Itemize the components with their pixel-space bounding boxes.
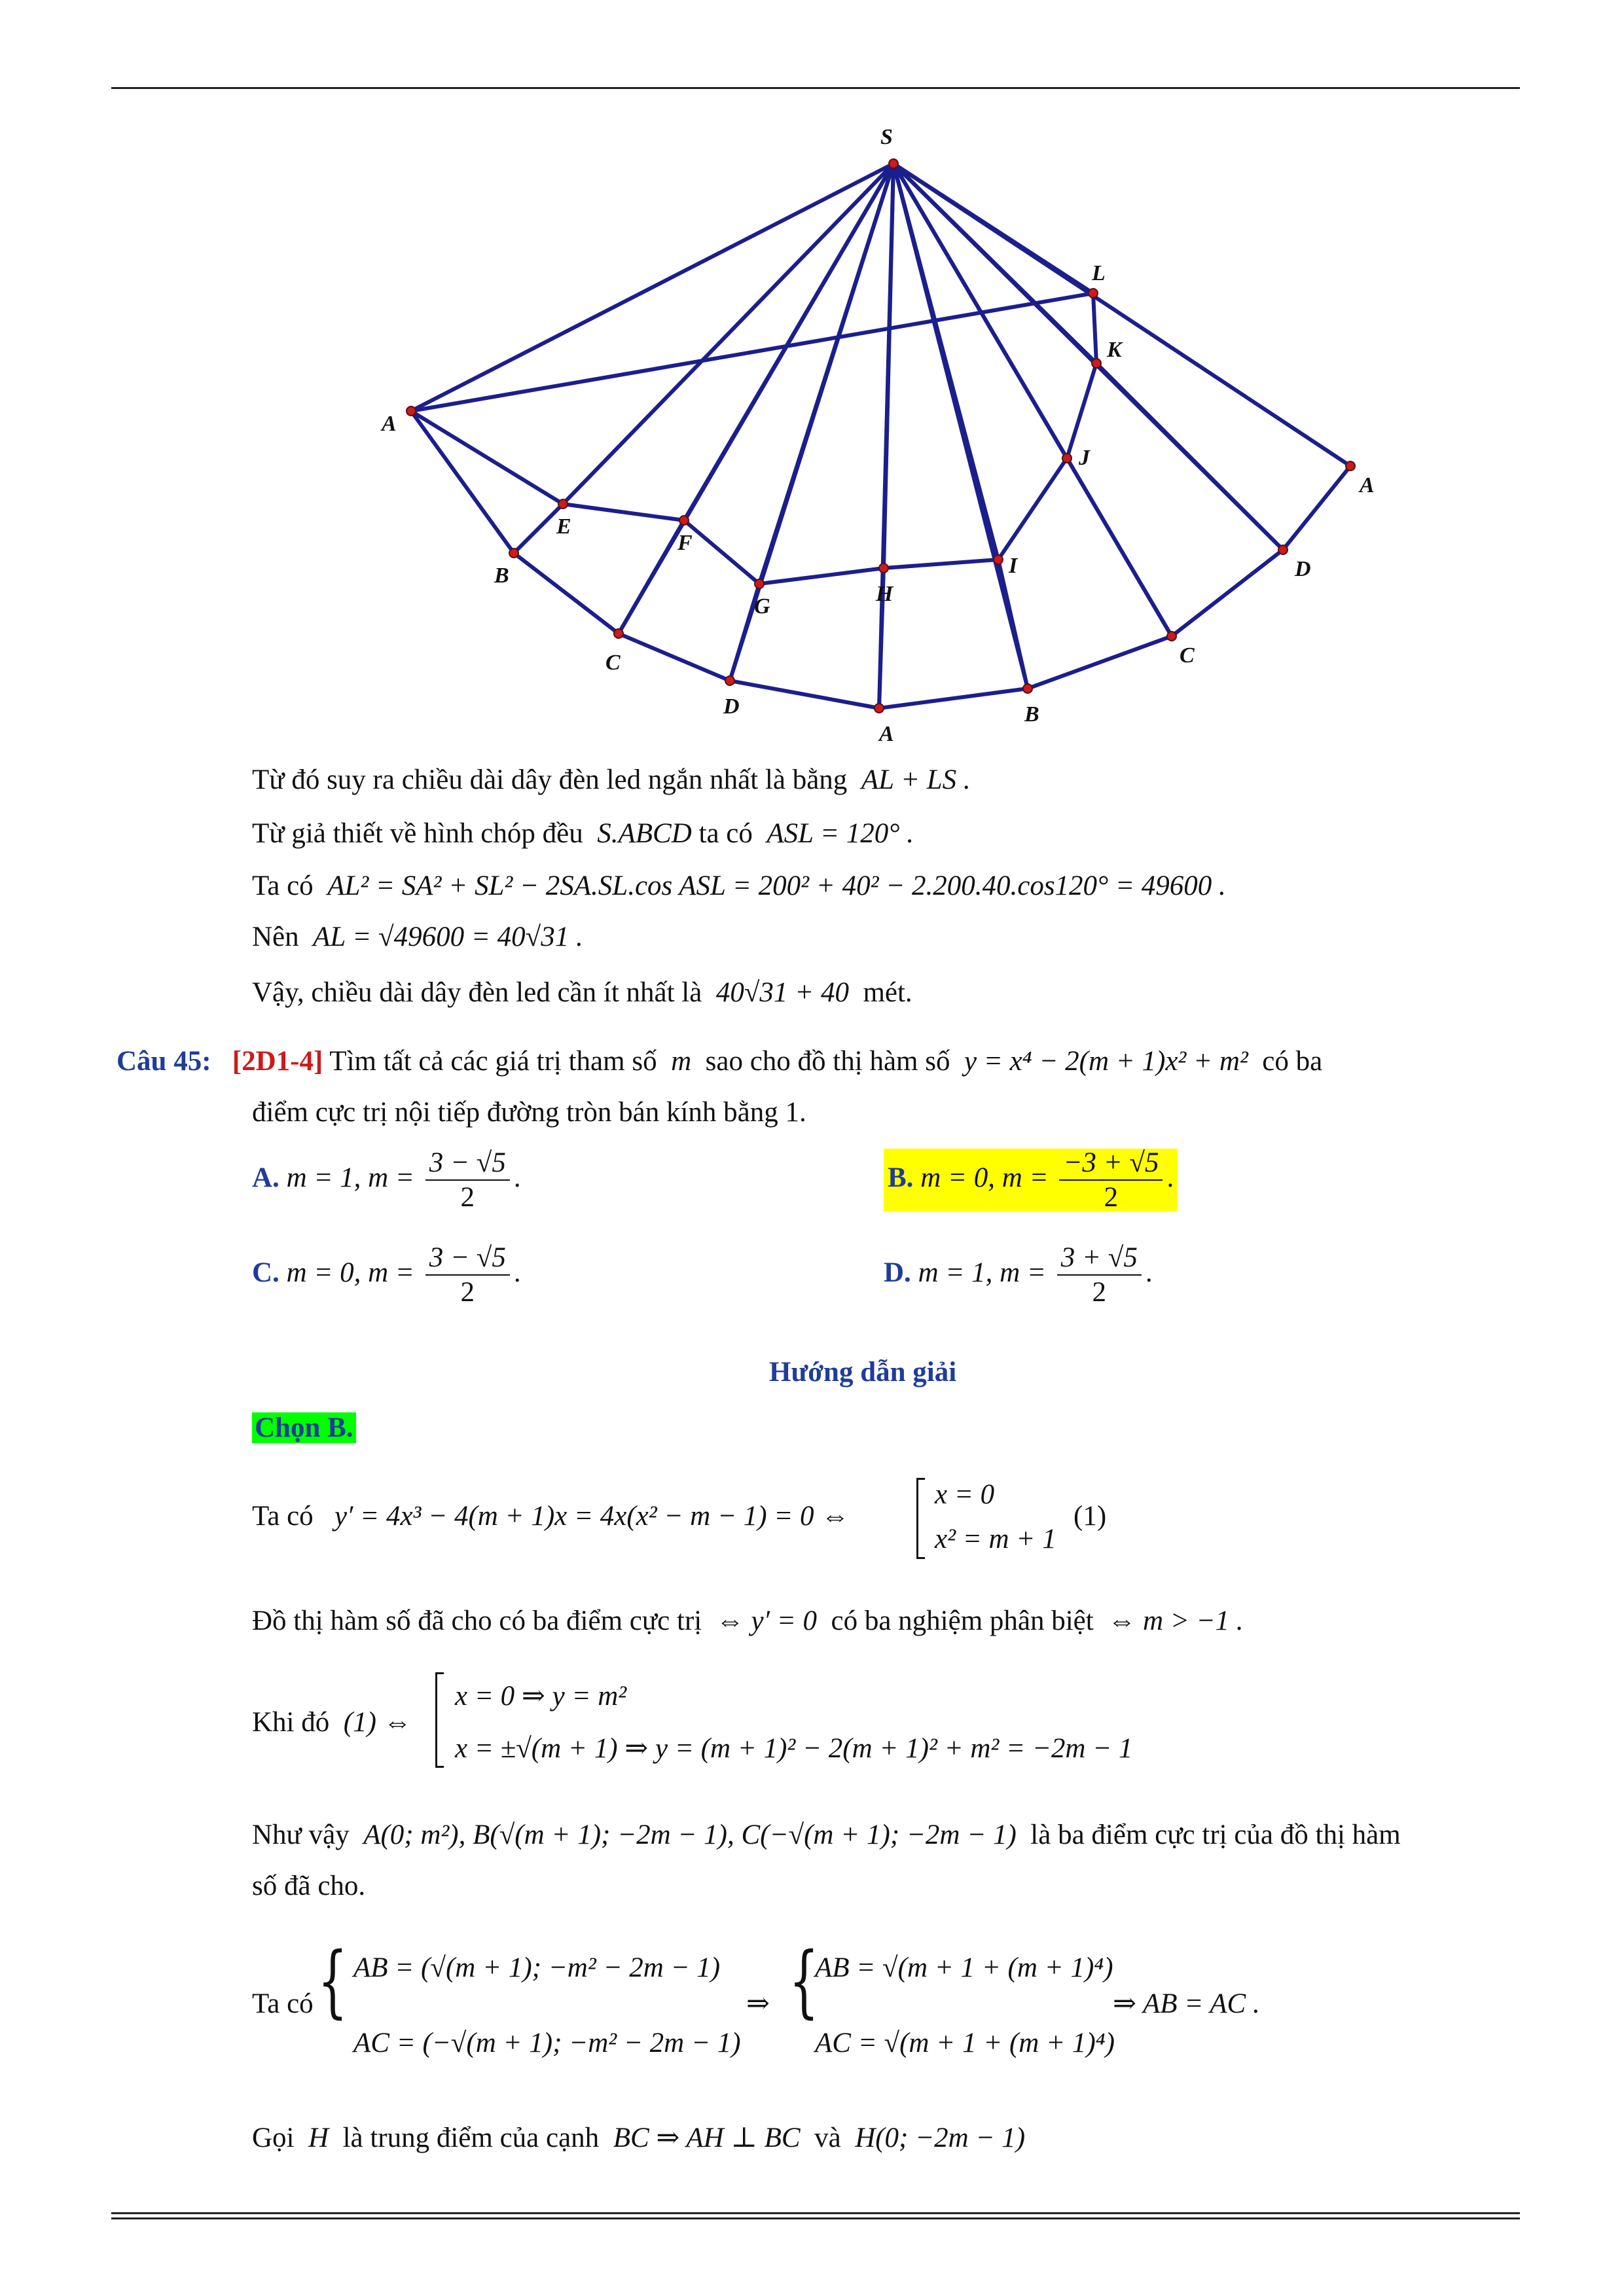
case-bracket-2	[435, 1672, 444, 1768]
question-45-line2: điểm cực trị nội tiếp đường tròn bán kính bằng 1.	[252, 1097, 806, 1128]
question-tag: [2D1-4]	[232, 1046, 323, 1077]
pyramid-unfolding-figure	[0, 0, 1624, 753]
ab-equals-ac: ⇒ AB = AC .	[1113, 1988, 1260, 2019]
vertex-label-G: G	[754, 594, 770, 619]
step3-case1: x = 0 ⇒ y = m²	[455, 1681, 627, 1712]
edge-A3-B2	[879, 689, 1028, 708]
vertex-L	[1089, 289, 1098, 298]
vertex-label-I: I	[1009, 554, 1018, 578]
vertex-label-D1: D	[1295, 557, 1311, 581]
vertex-H	[879, 564, 888, 573]
equation-tag: (1)	[1074, 1501, 1107, 1532]
brace-left: {	[317, 1936, 348, 2027]
edge-H-G	[759, 568, 884, 584]
edge-E-A1	[411, 411, 563, 504]
vertex-label-C2: C	[1180, 643, 1195, 668]
edge-B1-C1	[514, 553, 619, 634]
vertex-label-A3: A	[879, 722, 894, 746]
solution-prev-line3: Ta có AL² = SA² + SL² − 2SA.SL.cos ASL = 200² + 40² − 2.200.40.cos120° = 49600 .	[252, 870, 1226, 901]
implies-arrow: ⇒	[746, 1988, 770, 2019]
vertex-label-H: H	[876, 582, 893, 606]
edge-D2-A3	[730, 681, 879, 708]
length-ab: AB = √(m + 1 + (m + 1)⁴)	[815, 1952, 1113, 1983]
step1-case2: x² = m + 1	[935, 1524, 1056, 1554]
vertex-label-K: K	[1107, 338, 1122, 362]
solution-prev-line1: Từ đó suy ra chiều dài dây đèn led ngắn nhất là bằng AL + LS .	[252, 764, 971, 795]
step5-lead: Ta có	[252, 1988, 314, 2019]
vertex-C1	[614, 629, 623, 638]
question-number: Câu 45:	[117, 1046, 211, 1077]
brace-right: {	[789, 1936, 820, 2027]
step1-case1: x = 0	[935, 1479, 995, 1510]
vertex-E	[558, 499, 568, 509]
edge-J-I	[998, 458, 1067, 560]
vertex-A2	[1346, 461, 1355, 471]
question-45-line1: Câu 45: [2D1-4] Tìm tất cả các giá trị tham số m sao cho đồ thị hàm số y = x⁴ − 2(m + 1)x² + m² có ba	[117, 1046, 1323, 1077]
step3-case2: x = ±√(m + 1) ⇒ y = (m + 1)² − 2(m + 1)² + m² = −2m − 1	[455, 1733, 1133, 1764]
vertex-F	[679, 516, 689, 525]
edge-B2-I	[998, 560, 1028, 689]
solution-prev-line2: Từ giả thiết về hình chóp đều S.ABCD ta có ASL = 120° .	[252, 818, 914, 849]
option-b: B. m = 0, m = $\frac{-3 + √5}{2}$ .	[884, 1149, 1178, 1211]
vertex-label-E: E	[556, 514, 571, 539]
edge-C2-J	[1067, 458, 1172, 636]
step2: Đồ thị hàm số đã cho có ba điểm cực trị ⇔ y′ = 0 có ba nghiệm phân biệt ⇔ m > −1 .	[252, 1605, 1244, 1636]
edge-S-B2	[893, 164, 1028, 689]
edge-D1-A2	[1283, 466, 1350, 550]
edge-C2-D1	[1172, 550, 1283, 636]
vector-ac: AC = (−√(m + 1); −m² − 2m − 1)	[353, 2028, 741, 2058]
vertex-label-A2: A	[1360, 473, 1375, 497]
step6: Gọi H là trung điểm của cạnh BC ⇒ AH ⊥ BC và H(0; −2m − 1)	[252, 2123, 1026, 2153]
vertex-label-F: F	[677, 531, 693, 555]
step3: Khi đó (1) ⇔	[252, 1707, 412, 1738]
vertex-label-D2: D	[723, 694, 740, 719]
solution-prev-line5: Vậy, chiều dài dây đèn led cần ít nhất là 40√31 + 40 mét.	[252, 977, 912, 1008]
step1: Ta có y′ = 4x³ − 4(m + 1)x = 4x(x² − m − 1) = 0 ⇔	[252, 1501, 850, 1532]
edge-I-H	[884, 560, 998, 568]
vertex-label-S: S	[880, 125, 893, 149]
edge-F-E	[563, 504, 684, 520]
vertex-D2	[725, 676, 734, 685]
vertex-label-L: L	[1092, 261, 1106, 285]
vertex-I	[994, 555, 1003, 564]
edge-S-E	[563, 164, 893, 504]
vertex-label-B2: B	[1024, 702, 1039, 726]
vertex-B1	[509, 548, 518, 558]
vertex-S	[889, 159, 898, 168]
vertex-K	[1092, 359, 1101, 368]
vector-ab: AB = (√(m + 1); −m² − 2m − 1)	[353, 1952, 721, 1983]
vertex-J	[1062, 454, 1072, 463]
edge-B1-E	[514, 504, 563, 553]
vertex-label-J: J	[1079, 446, 1090, 470]
vertex-label-A1: A	[382, 412, 397, 436]
footer-rule-1	[111, 2212, 1520, 2214]
footer-rule-2	[111, 2217, 1520, 2219]
solution-prev-line4: Nên AL = √49600 = 40√31 .	[252, 922, 583, 952]
edge-L-K	[1093, 293, 1096, 363]
vertex-label-B1: B	[494, 564, 509, 588]
option-d: D. m = 1, m = $\frac{3 + √5}{2}$ .	[884, 1242, 1153, 1308]
question-function: y = x⁴ − 2(m + 1)x² + m²	[964, 1046, 1248, 1077]
vertex-A3	[875, 704, 884, 713]
vertex-C2	[1167, 632, 1176, 641]
edge-C1-D2	[619, 634, 730, 681]
step4-line2: số đã cho.	[252, 1871, 366, 1901]
option-c: C. m = 0, m = $\frac{3 - √5}{2}$ .	[252, 1242, 521, 1308]
edge-D1-K	[1096, 363, 1283, 550]
vertex-A1	[406, 406, 416, 416]
edge-B2-C2	[1028, 636, 1172, 689]
vertex-G	[755, 579, 764, 588]
edge-C1-F	[619, 520, 684, 634]
vertex-label-C1: C	[605, 651, 621, 675]
case-bracket	[916, 1478, 925, 1559]
answer-choice: Chọn B.	[252, 1414, 356, 1442]
vertex-D1	[1278, 545, 1288, 554]
edge-K-J	[1067, 363, 1096, 458]
edge-A1-B1	[411, 411, 514, 553]
edge-G-F	[684, 520, 759, 584]
option-a: A. m = 1, m = $\frac{3 - √5}{2}$ .	[252, 1147, 521, 1213]
length-ac: AC = √(m + 1 + (m + 1)⁴)	[815, 2028, 1115, 2058]
vertex-B2	[1023, 684, 1032, 693]
solution-heading: Hướng dẫn giải	[769, 1357, 957, 1388]
step4: Như vậy A(0; m²), B(√(m + 1); −2m − 1), C(−√(m + 1); −2m − 1) là ba điểm cực trị của đồ thị hàm	[252, 1820, 1401, 1850]
